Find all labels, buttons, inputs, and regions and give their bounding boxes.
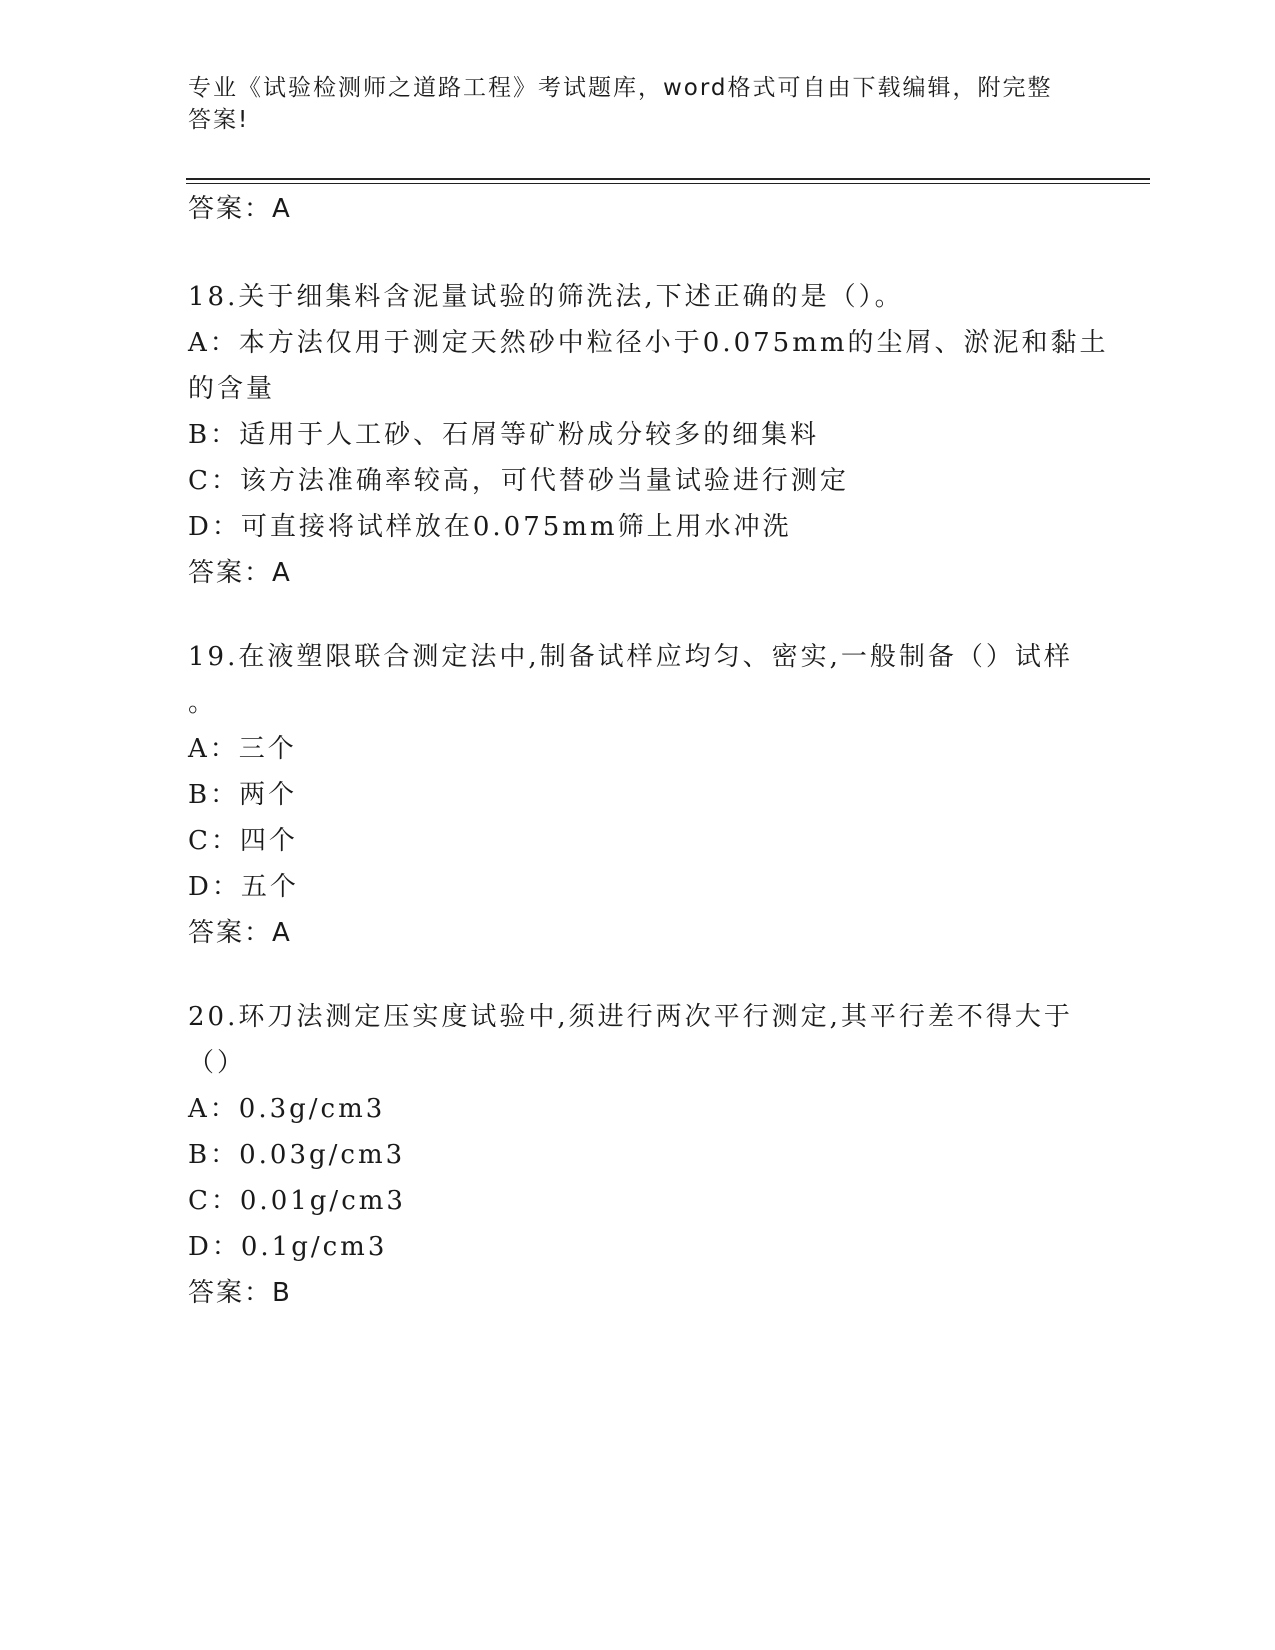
question-20	[188, 994, 1088, 1316]
previous-answer-block	[188, 186, 1088, 232]
option-d: D：可直接将试样放在0.075mm筛上用水冲洗	[188, 512, 792, 542]
answer-label: 答案：A	[188, 194, 292, 224]
question-18	[188, 274, 1109, 596]
option-c: C：0.01g/cm3	[188, 1186, 406, 1216]
question-stem-continued: （）	[188, 1048, 247, 1078]
answer-label: 答案：A	[188, 918, 292, 948]
option-b: B：两个	[188, 780, 298, 810]
option-d: D：0.1g/cm3	[188, 1232, 388, 1262]
option-d: D：五个	[188, 872, 299, 902]
header-divider	[186, 178, 1150, 184]
question-stem-continued: 。	[188, 688, 218, 718]
question-stem: 19.在液塑限联合测定法中,制备试样应均匀、密实,一般制备（）试样	[188, 642, 1073, 672]
option-b: B：0.03g/cm3	[188, 1140, 406, 1170]
option-a: A：三个	[188, 734, 297, 764]
option-c: C：该方法准确率较高，可代替砂当量试验进行测定	[188, 466, 849, 496]
option-c: C：四个	[188, 826, 298, 856]
option-a: A：本方法仅用于测定天然砂中粒径小于0.075mm的尘屑、淤泥和黏土	[188, 328, 1109, 358]
option-b: B：适用于人工砂、石屑等矿粉成分较多的细集料	[188, 420, 820, 450]
answer-label: 答案：B	[188, 1278, 292, 1308]
option-a: A：0.3g/cm3	[188, 1094, 386, 1124]
question-19	[188, 634, 1088, 956]
header-note: 专业《试验检测师之道路工程》考试题库，word格式可自由下载编辑，附完整答案!	[188, 75, 1053, 133]
question-stem: 18.关于细集料含泥量试验的筛洗法,下述正确的是（）。	[188, 282, 904, 312]
option-a-continued: 的含量	[188, 374, 276, 404]
question-stem: 20.环刀法测定压实度试验中,须进行两次平行测定,其平行差不得大于	[188, 1002, 1073, 1032]
answer-label: 答案：A	[188, 558, 292, 588]
